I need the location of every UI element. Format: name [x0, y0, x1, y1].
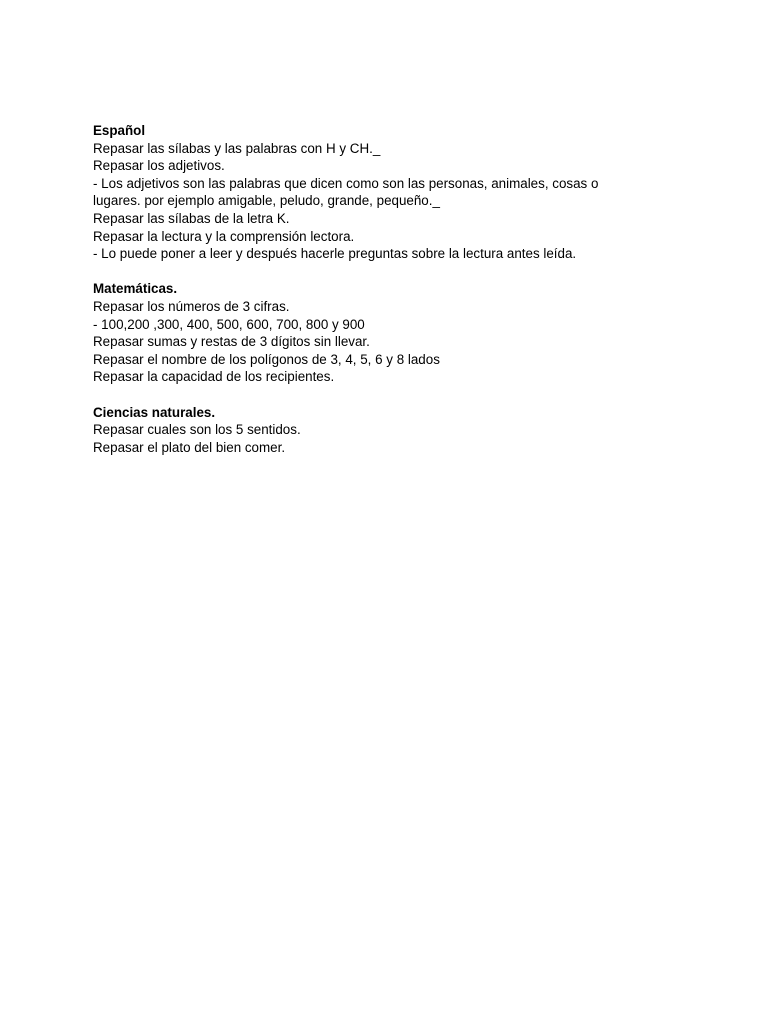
section-espanol [93, 122, 653, 263]
text-line: Repasar el plato del bien comer. [93, 439, 286, 455]
text-line: Repasar las sílabas y las palabras con H y CH._ [93, 140, 381, 156]
document-page [93, 122, 653, 474]
text-line: Repasar los adjetivos. [93, 158, 225, 174]
text-line: Repasar cuales son los 5 sentidos. [93, 422, 301, 438]
section-ciencias-naturales [93, 404, 653, 457]
text-line: - Lo puede poner a leer y después hacerle preguntas sobre la lectura antes leída. [93, 246, 577, 262]
text-line: Repasar las sílabas de la letra K. [93, 210, 290, 226]
text-line: - Los adjetivos son las palabras que dicen como son las personas, animales, cosas o [93, 175, 599, 191]
text-line: lugares. por ejemplo amigable, peludo, grande, pequeño._ [93, 193, 440, 209]
text-line: Repasar los números de 3 cifras. [93, 298, 290, 314]
section-heading: Matemáticas. [93, 281, 178, 297]
text-line: Repasar la lectura y la comprensión lectora. [93, 228, 355, 244]
text-line: Repasar la capacidad de los recipientes. [93, 369, 335, 385]
text-line: Repasar el nombre de los polígonos de 3, 4, 5, 6 y 8 lados [93, 351, 440, 367]
text-line: Repasar sumas y restas de 3 dígitos sin llevar. [93, 334, 370, 350]
section-matematicas [93, 280, 653, 386]
section-heading: Español [93, 123, 146, 138]
text-line: - 100,200 ,300, 400, 500, 600, 700, 800 y 900 [93, 316, 365, 332]
section-heading: Ciencias naturales. [93, 404, 216, 420]
